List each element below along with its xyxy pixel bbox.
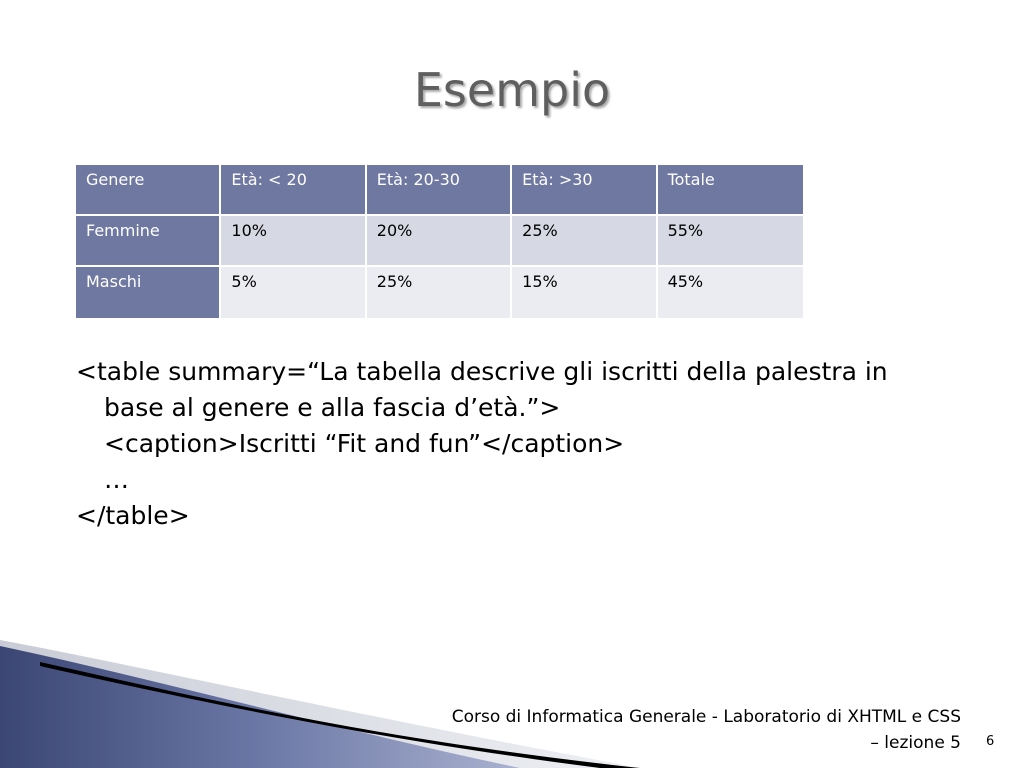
table-cell: 55% <box>658 216 803 267</box>
table-cell: 5% <box>221 267 366 318</box>
header-cell-eta-over-30: Età: >30 <box>512 165 657 216</box>
header-cell-eta-under-20: Età: < 20 <box>221 165 366 216</box>
code-line: <table summary=“La tabella descrive gli iscritti della palestra in <box>76 357 888 386</box>
table-cell: 20% <box>367 216 512 267</box>
code-line: <caption>Iscritti “Fit and fun”</caption> <box>104 429 625 458</box>
header-cell-genere: Genere <box>76 165 221 216</box>
row-label-maschi: Maschi <box>76 267 221 318</box>
table-cell: 25% <box>367 267 512 318</box>
code-example <box>76 354 976 534</box>
table-cell: 45% <box>658 267 803 318</box>
table-cell: 10% <box>221 216 366 267</box>
code-line: base al genere e alla fascia d’età.”> <box>104 393 561 422</box>
header-cell-totale: Totale <box>658 165 803 216</box>
footer-line: – lezione 5 <box>870 733 961 753</box>
table-row <box>76 216 803 267</box>
table-cell: 15% <box>512 267 657 318</box>
footer-course-text <box>341 704 961 756</box>
slide-title: Esempio <box>413 63 611 117</box>
code-line: … <box>104 465 129 494</box>
footer-line: Corso di Informatica Generale - Laboratorio di XHTML e CSS <box>451 707 961 727</box>
table-row <box>76 267 803 318</box>
table-cell: 25% <box>512 216 657 267</box>
data-table <box>76 165 803 318</box>
row-label-femmine: Femmine <box>76 216 221 267</box>
table-header-row <box>76 165 803 216</box>
header-cell-eta-20-30: Età: 20-30 <box>367 165 512 216</box>
code-line: </table> <box>76 501 190 530</box>
page-number: 6 <box>986 734 995 749</box>
